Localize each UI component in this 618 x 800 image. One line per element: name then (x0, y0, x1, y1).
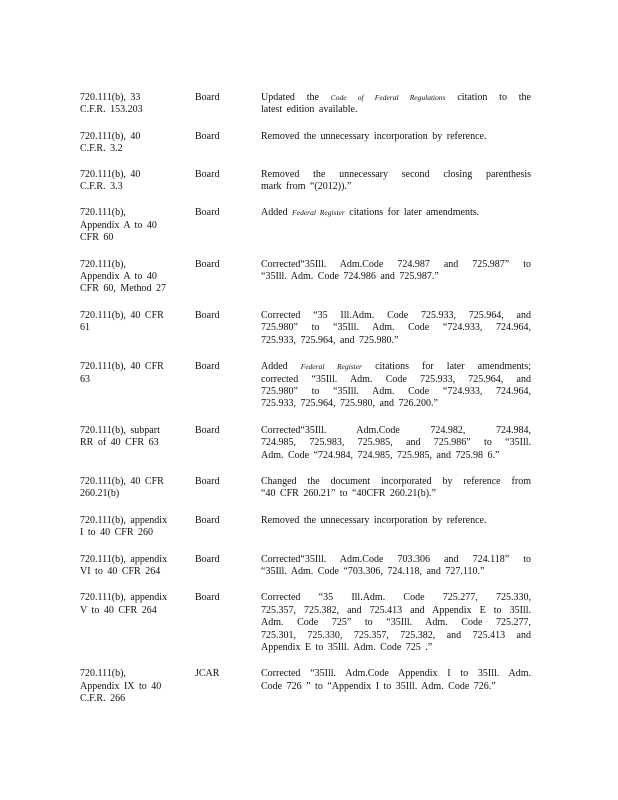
table-row (80, 207, 540, 244)
description-cell (261, 169, 531, 194)
table-row (80, 92, 540, 117)
section-line: 720.111(b), 40 (80, 168, 141, 180)
section-citation (80, 259, 195, 296)
section-line: VI to 40 CFR 264 (80, 565, 161, 577)
description-line (261, 310, 531, 322)
description-line (261, 374, 531, 386)
description-text: mark from “(2012)).” (261, 181, 352, 193)
section-line: Appendix A to 40 (80, 271, 157, 283)
description-text: “35Ill. Adm. Code “703.306, 724.118, and 727.110.” (261, 565, 485, 577)
section-line: CFR 60, Method 27 (80, 283, 167, 295)
amendments-table (80, 78, 540, 706)
table-row (80, 425, 540, 462)
agency-cell: Board (195, 553, 220, 565)
section-line: 260.21(b) (80, 488, 120, 500)
description-text: “35Ill. Adm. Code 724.986 and 725.987.” (261, 271, 439, 283)
description-line (261, 398, 531, 410)
description-text: 724.985, 725.983, 725.985, and 725.986” to “35Ill. (261, 437, 531, 449)
description-line (261, 450, 531, 462)
description-text: Corrected“35Ill. Adm.Code 703.306 and 724.118” to (261, 553, 531, 565)
description-text: Added (261, 207, 293, 219)
description-line (261, 488, 531, 500)
description-line (261, 181, 531, 193)
section-citation (80, 207, 195, 244)
description-line (261, 361, 531, 373)
description-line (261, 207, 531, 219)
description-line (261, 566, 531, 578)
description-text: 725.980” to “35Ill. Adm. Code “724.933, 724.964, (261, 385, 531, 397)
table-row (80, 259, 540, 296)
italic-citation-title: Federal Register (300, 362, 362, 372)
description-line (261, 169, 531, 181)
agency-cell: Board (195, 207, 220, 219)
description-text: “40 CFR 260.21” to “40CFR 260.21(b).” (261, 488, 436, 500)
section-line: 61 (80, 322, 90, 334)
description-text: Changed the document incorporated by reference from (261, 475, 531, 487)
description-line (261, 642, 531, 654)
agency-cell: Board (195, 309, 220, 321)
description-cell (261, 131, 531, 143)
description-line (261, 131, 531, 143)
description-cell (261, 476, 531, 501)
agency-cell: Board (195, 92, 220, 103)
description-text: Removed the unnecessary second closing parenthesis (261, 168, 531, 180)
section-line: Appendix A to 40 (80, 219, 157, 231)
description-text: Corrected “35 Ill.Adm. Code 725.277, 725.330, (261, 592, 531, 604)
section-citation (80, 476, 195, 501)
agency-cell: Board (195, 592, 220, 604)
agency-cell: Board (195, 361, 220, 373)
description-line (261, 630, 531, 642)
section-line: C.F.R. 3.3 (80, 181, 123, 193)
description-cell (261, 592, 531, 654)
description-cell (261, 310, 531, 347)
section-line: 720.111(b), (80, 668, 126, 680)
section-line: 720.111(b), 40 CFR (80, 475, 164, 487)
description-text: Corrected “35 Ill.Adm. Code 725.933, 725.964, and (261, 309, 531, 321)
section-line: 63 (80, 373, 90, 385)
table-row (80, 361, 540, 411)
description-text: citations for later amendments. (344, 207, 480, 219)
description-text: Corrected“35Ill. Adm.Code 724.987 and 725.987” to (261, 258, 531, 270)
description-cell (261, 668, 531, 693)
section-line: C.F.R. 3.2 (80, 143, 123, 155)
description-text: Corrected“35Ill. Adm.Code 724.982, 724.984, (261, 424, 531, 436)
description-text: 725.933, 725.964, and 725.980.” (261, 334, 399, 346)
description-line (261, 335, 531, 347)
section-citation (80, 131, 195, 156)
description-line (261, 617, 531, 629)
description-text: Appendix E to 35Ill. Adm. Code 725 .” (261, 642, 433, 653)
description-line (261, 681, 531, 693)
description-text: 725.357, 725.382, and 725.413 and Appendix E to 35Ill. (261, 604, 531, 616)
agency-cell: Board (195, 168, 220, 180)
section-citation (80, 668, 195, 705)
description-line (261, 605, 531, 617)
description-text: 725.301, 725.330, 725.357, 725.382, and 725.413 and (261, 629, 531, 641)
description-text: Updated the (261, 92, 331, 103)
description-line (261, 554, 531, 566)
table-row (80, 169, 540, 194)
description-cell (261, 92, 531, 117)
agency-cell: Board (195, 130, 220, 142)
section-line: RR of 40 CFR 63 (80, 437, 159, 449)
section-line: I to 40 CFR 260 (80, 527, 154, 539)
section-line: 720.111(b), (80, 207, 126, 219)
description-text: latest edition available. (261, 104, 358, 116)
section-citation (80, 554, 195, 579)
description-line (261, 668, 531, 680)
description-line (261, 104, 531, 116)
section-line: C.F.R. 153.203 (80, 104, 143, 116)
description-text: Adm. Code 725” to “35Ill. Adm. Code 725.277, (261, 617, 531, 629)
section-line: 720.111(b), appendix (80, 592, 168, 604)
table-row (80, 554, 540, 579)
section-line: 720.111(b), appendix (80, 514, 168, 526)
agency-cell: Board (195, 424, 220, 436)
description-line (261, 386, 531, 398)
description-cell (261, 207, 531, 219)
description-cell (261, 425, 531, 462)
section-citation (80, 361, 195, 386)
table-row (80, 476, 540, 501)
table-row (80, 515, 540, 540)
table-row (80, 668, 540, 705)
description-text: citations for later amendments; (361, 361, 531, 373)
description-line (261, 425, 531, 437)
description-line (261, 592, 531, 604)
section-citation (80, 592, 195, 617)
section-citation (80, 310, 195, 335)
italic-citation-title: Code of Federal Regulations (330, 93, 446, 102)
description-line (261, 437, 531, 449)
description-line (261, 322, 531, 334)
description-text: Removed the unnecessary incorporation by reference. (261, 514, 487, 526)
table-row (80, 592, 540, 654)
section-citation (80, 169, 195, 194)
agency-cell: Board (195, 475, 220, 487)
agency-cell: Board (195, 514, 220, 526)
table-row (80, 310, 540, 347)
description-line (261, 515, 531, 527)
section-citation (80, 515, 195, 540)
section-line: V to 40 CFR 264 (80, 604, 157, 616)
section-citation (80, 425, 195, 450)
section-line: 720.111(b), 40 CFR (80, 361, 164, 373)
section-line: 720.111(b), 40 CFR (80, 309, 164, 321)
description-line (261, 476, 531, 488)
agency-cell: Board (195, 258, 220, 270)
description-text: 725.980” to “35Ill. Adm. Code “724.933, 724.964, (261, 322, 531, 334)
agency-cell: JCAR (195, 668, 220, 680)
description-text: Added (261, 361, 301, 373)
section-line: 720.111(b), 33 (80, 92, 141, 103)
description-text: corrected “35Ill. Adm. Code 725.933, 725.964, and (261, 373, 531, 385)
section-line: CFR 60 (80, 232, 114, 244)
description-line (261, 259, 531, 271)
section-line: 720.111(b), appendix (80, 553, 168, 565)
section-citation (80, 92, 195, 117)
description-line (261, 271, 531, 283)
description-text: Corrected “35Ill. Adm.Code Appendix I to 35Ill. Adm. (261, 668, 531, 680)
description-cell (261, 361, 531, 411)
section-line: 720.111(b), 40 (80, 130, 141, 142)
description-text: Code 726 ” to “Appendix I to 35Ill. Adm. Code 726.” (261, 680, 496, 692)
description-cell (261, 515, 531, 527)
description-cell (261, 259, 531, 284)
description-text: Removed the unnecessary incorporation by reference. (261, 130, 487, 142)
description-text: citation to the (445, 92, 531, 103)
description-text: 725.933, 725.964, 725.980, and 726.200.” (261, 398, 438, 410)
section-line: 720.111(b), (80, 258, 126, 270)
description-line (261, 92, 531, 104)
italic-citation-title: Federal Register (292, 208, 345, 218)
section-line: C.F.R. 266 (80, 693, 126, 705)
section-line: 720.111(b), subpart (80, 424, 160, 436)
table-row (80, 131, 540, 156)
description-text: Adm. Code “724.984, 724.985, 725.985, and 725.98 6.” (261, 449, 500, 461)
description-cell (261, 554, 531, 579)
section-line: Appendix IX to 40 (80, 680, 162, 692)
